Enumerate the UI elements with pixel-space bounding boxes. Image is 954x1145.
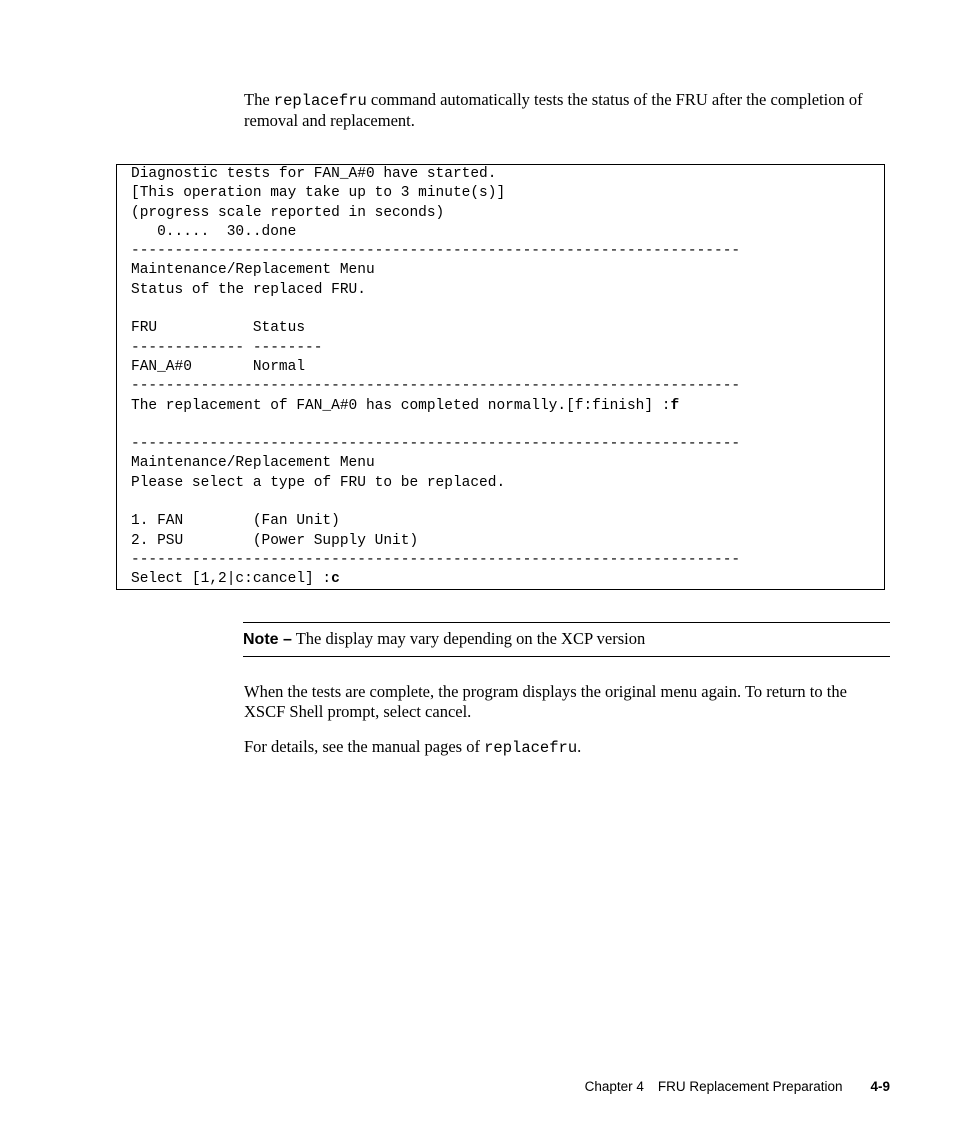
console-line: [This operation may take up to 3 minute(s)] [131,185,506,202]
console-select-prompt-line [131,570,884,589]
console-separator: ---------------------------------------------------------------------- [131,436,741,453]
console-output [117,165,884,590]
console-line: ------------- -------- [131,339,323,356]
console-line [131,300,884,319]
console-finish-prompt-line [131,397,884,416]
console-line: 0..... 30..done [131,223,297,240]
page-footer [585,1078,890,1096]
console-select-prompt: Select [1,2|c:cancel] : [131,571,332,588]
completion-paragraph: When the tests are complete, the program displays the original menu again. To return to the XSCF Shell prompt, select cancel. [244,682,847,721]
intro-text-before: The [244,90,274,109]
intro-paragraph [244,90,884,131]
intro-command: replacefru [273,92,367,110]
console-cancel-input: c [331,571,340,588]
intro-text-after: command automatically tests the status of the FRU after the completion of removal and replacement. [244,90,863,130]
console-separator: ---------------------------------------------------------------------- [131,551,741,568]
console-line [131,416,884,435]
console-line: Status of the replaced FRU. [131,281,366,298]
console-separator: ---------------------------------------------------------------------- [131,243,741,260]
details-text-after: . [577,737,582,756]
console-line: (progress scale reported in seconds) [131,204,445,221]
console-line: 1. FAN (Fan Unit) [131,513,340,530]
note-label: Note – [243,631,292,648]
footer-chapter-title: FRU Replacement Preparation [657,1079,843,1094]
note-box [243,622,890,657]
console-line: Please select a type of FRU to be replaced. [131,474,506,491]
console-separator: ---------------------------------------------------------------------- [131,378,741,395]
console-line: Maintenance/Replacement Menu [131,455,375,472]
console-line: Maintenance/Replacement Menu [131,262,375,279]
details-paragraph [244,737,884,758]
note-text: The display may vary depending on the XCP version [291,629,646,648]
console-finish-prompt: The replacement of FAN_A#0 has completed normally.[f:finish] : [131,397,671,414]
details-text-before: For details, see the manual pages of [244,737,485,756]
console-finish-input: f [670,397,680,414]
console-line [131,493,884,512]
console-line: 2. PSU (Power Supply Unit) [131,532,419,549]
footer-chapter: Chapter 4 [584,1079,644,1094]
console-line: FAN_A#0 Normal [131,358,306,375]
console-line: FRU Status [131,320,306,337]
footer-page-number: 4-9 [870,1079,890,1094]
console-output-box [116,164,885,590]
details-command: replacefru [484,739,578,757]
console-line: Diagnostic tests for FAN_A#0 have started. [131,166,497,182]
